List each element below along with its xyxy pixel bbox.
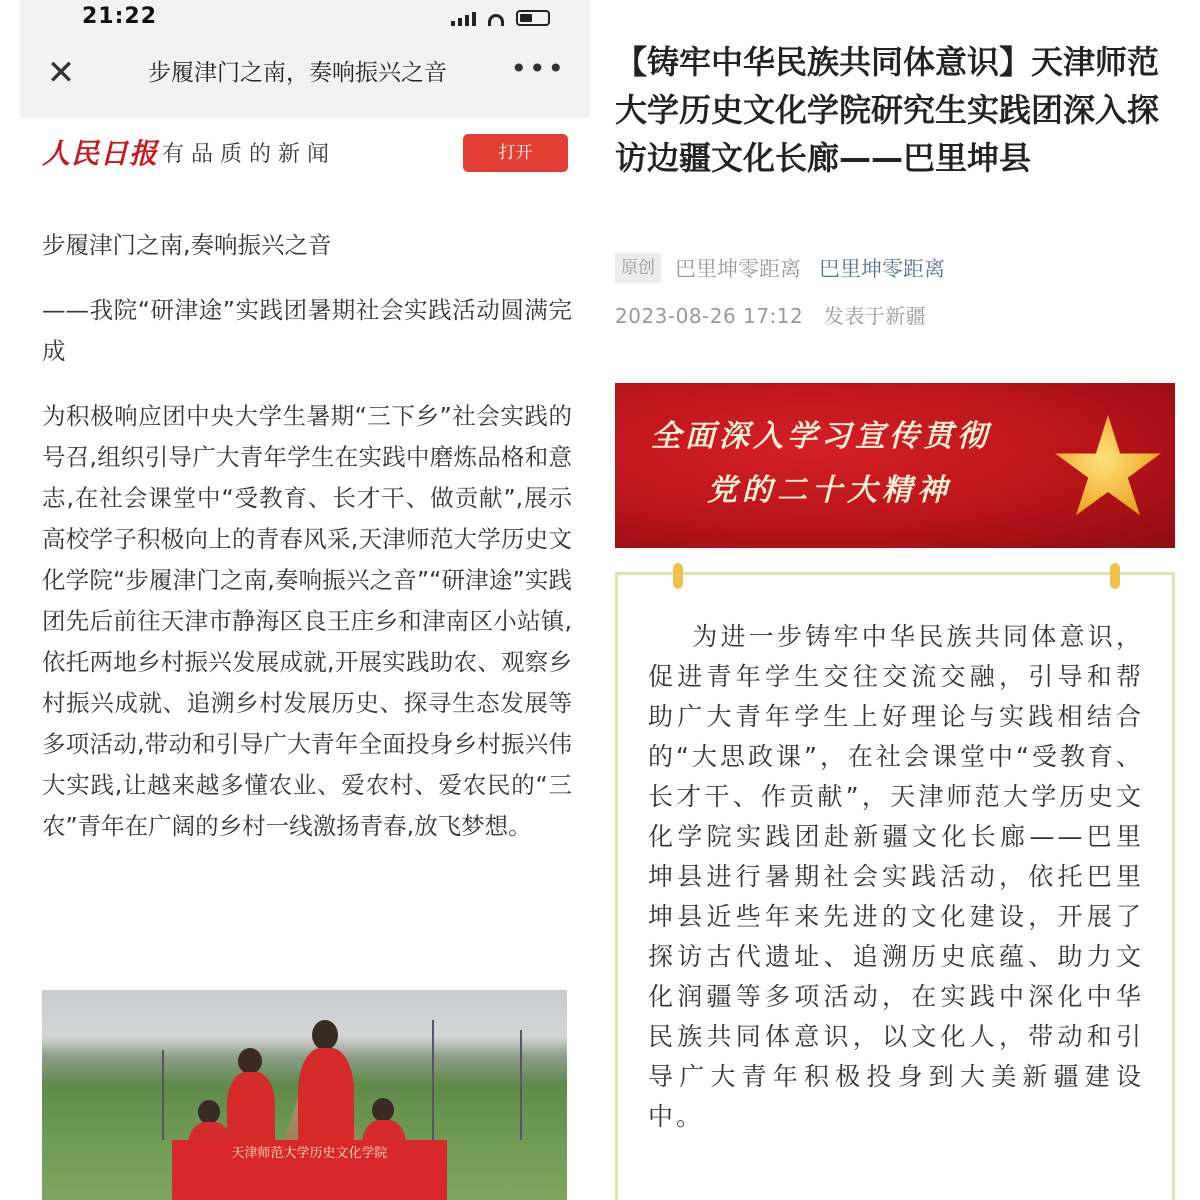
power-pole [162,1050,164,1140]
banner-line-2: 党的二十大精神 [707,473,952,508]
star-icon [1053,415,1163,525]
open-app-button[interactable]: 打开 [463,134,568,172]
status-bar [20,0,590,30]
article-meta [615,252,945,284]
left-screenshot [20,0,590,1200]
right-screenshot [615,0,1175,1200]
signal-icon [451,12,476,26]
wifi-icon [488,14,504,26]
author-name: 巴里坤零距离 [675,257,801,281]
status-time: 21:22 [82,4,158,29]
intro-text [648,617,1144,1137]
pin-icon [673,563,683,589]
article-title: 步履津门之南,奏响振兴之音 [42,231,332,259]
publish-info [615,300,926,332]
banner-line-1: 全面深入学习宣传贯彻 [651,419,991,454]
intro-card [615,572,1175,1200]
person-head [238,1048,262,1074]
account-link[interactable]: 巴里坤零距离 [819,257,945,281]
nav-bar [20,30,590,118]
person-head [372,1098,394,1122]
intro-paragraph: 为进一步铸牢中华民族共同体意识，促进青年学生交往交流交融，引导和帮助广大青年学生上好理论与实践相结合的“大思政课”，在社会课堂中“受教育、长才干、作贡献”，天津师范大学历史文化学院实践团赴新疆文化长廊——巴里坤县进行暑期社会实践活动，依托巴里坤县近些年来先进的文化建设，开展了探访古代遗址、追溯历史底蕴、助力文化润疆等多项活动，在实践中深化中华民族共同体意识，以文化人，带动和引导广大青年积极投身到大美新疆建设中。 [648,622,1144,1131]
people-daily-logo: 人民日报 [42,137,159,170]
brand-bar [20,118,590,190]
pin-icon [1110,563,1120,589]
person-head [198,1100,220,1124]
group-photo [42,990,567,1200]
photo-banner: 天津师范大学历史文化学院 [172,1140,447,1200]
publish-location: 发表于新疆 [823,304,927,328]
theme-banner [615,383,1175,548]
article-subtitle: ——我院“研津途”实践团暑期社会实践活动圆满完成 [42,296,572,365]
publish-datetime: 2023-08-26 17:12 [615,304,804,328]
close-icon[interactable]: ✕ [46,53,76,93]
more-icon[interactable]: ••• [510,52,566,85]
original-tag: 原创 [615,253,661,283]
status-icons [451,10,550,26]
article-paragraph: 为积极响应团中央大学生暑期“三下乡”社会实践的号召,组织引导广大青年学生在实践中磨炼品格和意志,在社会课堂中“受教育、长才干、做贡献”,展示高校学子积极向上的青春风采,天津师范大学历史文化学院“步履津门之南,奏响振兴之音”“研津途”实践团先后前往天津市静海区良王庄乡和津南区小站镇,依托两地乡村振兴发展成就,开展实践助农、观察乡村振兴成就、追溯乡村发展历史、探寻生态发展等多项活动,带动和引导广大青年全面投身乡村振兴伟大实践,让越来越多懂农业、爱农村、爱农民的“三农”青年在广阔的乡村一线激扬青春,放飞梦想。 [42,402,572,840]
article-headline: 【铸牢中华民族共同体意识】天津师范大学历史文化学院研究生实践团深入探访边疆文化长廊——巴里坤县 [615,43,1160,177]
power-pole [520,1030,522,1140]
battery-icon [516,10,550,26]
nav-title: 步履津门之南，奏响振兴之音 [148,60,447,86]
person-head [312,1020,338,1050]
brand-slogan: 有品质的新闻 [162,142,337,167]
power-pole [432,1020,434,1140]
article-body [42,225,572,871]
